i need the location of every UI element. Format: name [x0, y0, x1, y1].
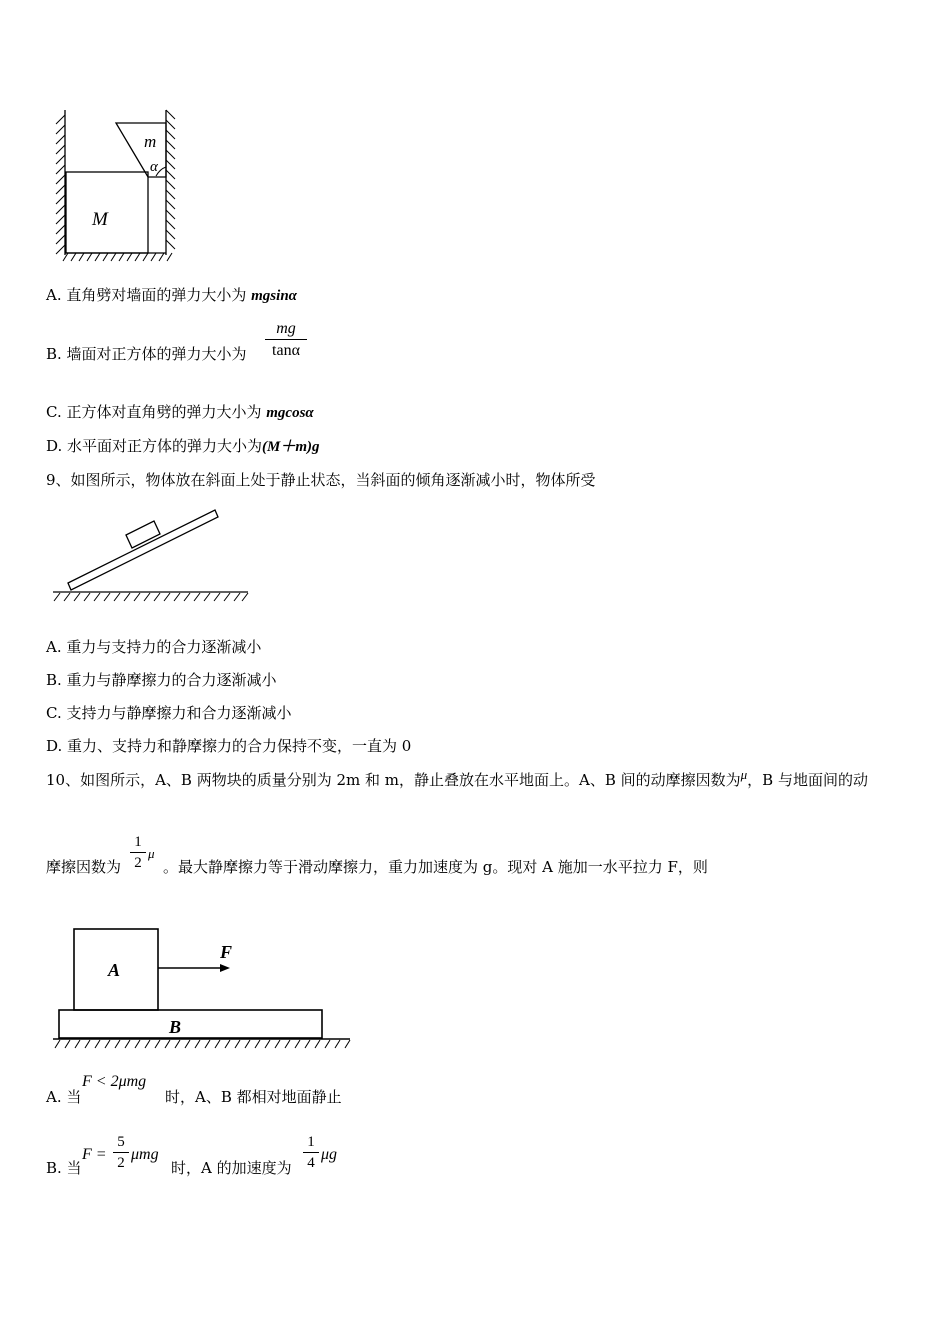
- q8-option-c: [46, 402, 314, 423]
- q8-option-b-fraction: [265, 319, 307, 362]
- label-small-m: m: [144, 132, 157, 151]
- q9-figure: [50, 505, 252, 605]
- q8-option-c-math: mgcosα: [266, 405, 314, 421]
- q8-option-b-numerator: mg: [265, 319, 307, 340]
- q10-option-b-math-post: μmg: [131, 1146, 159, 1163]
- q8-figure: [52, 105, 187, 270]
- label-big-m: M: [92, 209, 108, 230]
- q10-option-b-acc-post: μg: [321, 1146, 338, 1163]
- q8-option-c-text: C. 正方体对直角劈的弹力大小为: [46, 403, 267, 421]
- label-b: B: [169, 1017, 182, 1037]
- wedge-m: [116, 123, 166, 177]
- q10-stem2-tail: 。最大静摩擦力等于滑动摩擦力，重力加速度为 g。现对 A 施加一水平拉力 F，则: [163, 858, 708, 876]
- label-f: F: [220, 942, 233, 962]
- q10-option-b-frac: [113, 1133, 129, 1173]
- q10-option-a-head-text: A. 当: [46, 1088, 82, 1106]
- q10-option-b-head-text: B. 当: [46, 1159, 82, 1177]
- q10-stem-line2-head: [46, 857, 121, 877]
- q9-stem: 9、如图所示，物体放在斜面上处于静止状态，当斜面的倾角逐渐减小时，物体所受: [46, 471, 596, 489]
- q10-stem-line1: [46, 767, 868, 791]
- q10-half-mu: μ: [148, 846, 155, 861]
- q10-option-b-mid: [171, 1158, 292, 1178]
- q8-option-d-text: D. 水平面对正方体的弹力大小为: [46, 437, 263, 455]
- q10-option-b-acc-frac: [303, 1133, 319, 1173]
- q8-option-a-text: A. 直角劈对墙面的弹力大小为: [46, 286, 252, 304]
- q8-option-b: [46, 344, 247, 364]
- q10-option-b-frac-num: 5: [113, 1133, 129, 1153]
- q10-option-b-mid-text: 时，A 的加速度为: [171, 1159, 292, 1177]
- q8-option-b-text: B. 墙面对正方体的弹力大小为: [46, 345, 247, 363]
- q9-option-c: C. 支持力与静摩擦力和合力逐渐减小: [46, 704, 292, 722]
- q10-mu: μ: [740, 767, 748, 782]
- q8-option-a-math: mgsinα: [251, 288, 297, 304]
- q10-option-a-tail: [165, 1087, 342, 1107]
- q8-option-d: [46, 436, 320, 457]
- q9-option-b: B. 重力与静摩擦力的合力逐渐减小: [46, 671, 277, 689]
- q8-option-d-math: (M＋m)g: [262, 439, 320, 455]
- q10-stem1-tail: ，B 与地面间的动: [747, 771, 868, 789]
- q10-stem1-text: 10、如图所示，A、B 两物块的质量分别为 2m 和 m，静止叠放在水平地面上。A、B 间的动摩擦因数为: [46, 771, 741, 789]
- q9-option-d: D. 重力、支持力和静摩擦力的合力保持不变，一直为 0: [46, 737, 412, 755]
- q10-half-fraction: [130, 833, 146, 873]
- q10-half-den: 2: [134, 855, 142, 871]
- q10-option-b-frac-den: 2: [117, 1155, 125, 1171]
- label-a: A: [108, 960, 121, 980]
- q9-option-a: A. 重力与支持力的合力逐渐减小: [46, 638, 262, 656]
- q8-option-b-denominator: tanα: [272, 342, 300, 359]
- q10-option-a-tail-text: 时，A、B 都相对地面静止: [165, 1088, 342, 1106]
- label-alpha: α: [150, 159, 158, 175]
- q10-stem2-head: 摩擦因数为: [46, 858, 122, 876]
- q10-stem-line2-tail: [163, 857, 708, 877]
- block-on-incline: [126, 521, 160, 548]
- board-b: [59, 1010, 322, 1038]
- q10-option-a-head: [46, 1087, 81, 1107]
- q10-half-num: 1: [130, 833, 146, 853]
- q10-option-b-head: [46, 1158, 82, 1178]
- q10-option-b-acc-num: 1: [303, 1133, 319, 1153]
- q10-option-b-acc-den: 4: [307, 1155, 315, 1171]
- q10-option-b-math-pre: F =: [82, 1146, 107, 1163]
- q10-figure: [50, 920, 355, 1055]
- q8-option-a: [46, 285, 297, 306]
- q10-option-a-math: F < 2μmg: [82, 1073, 147, 1090]
